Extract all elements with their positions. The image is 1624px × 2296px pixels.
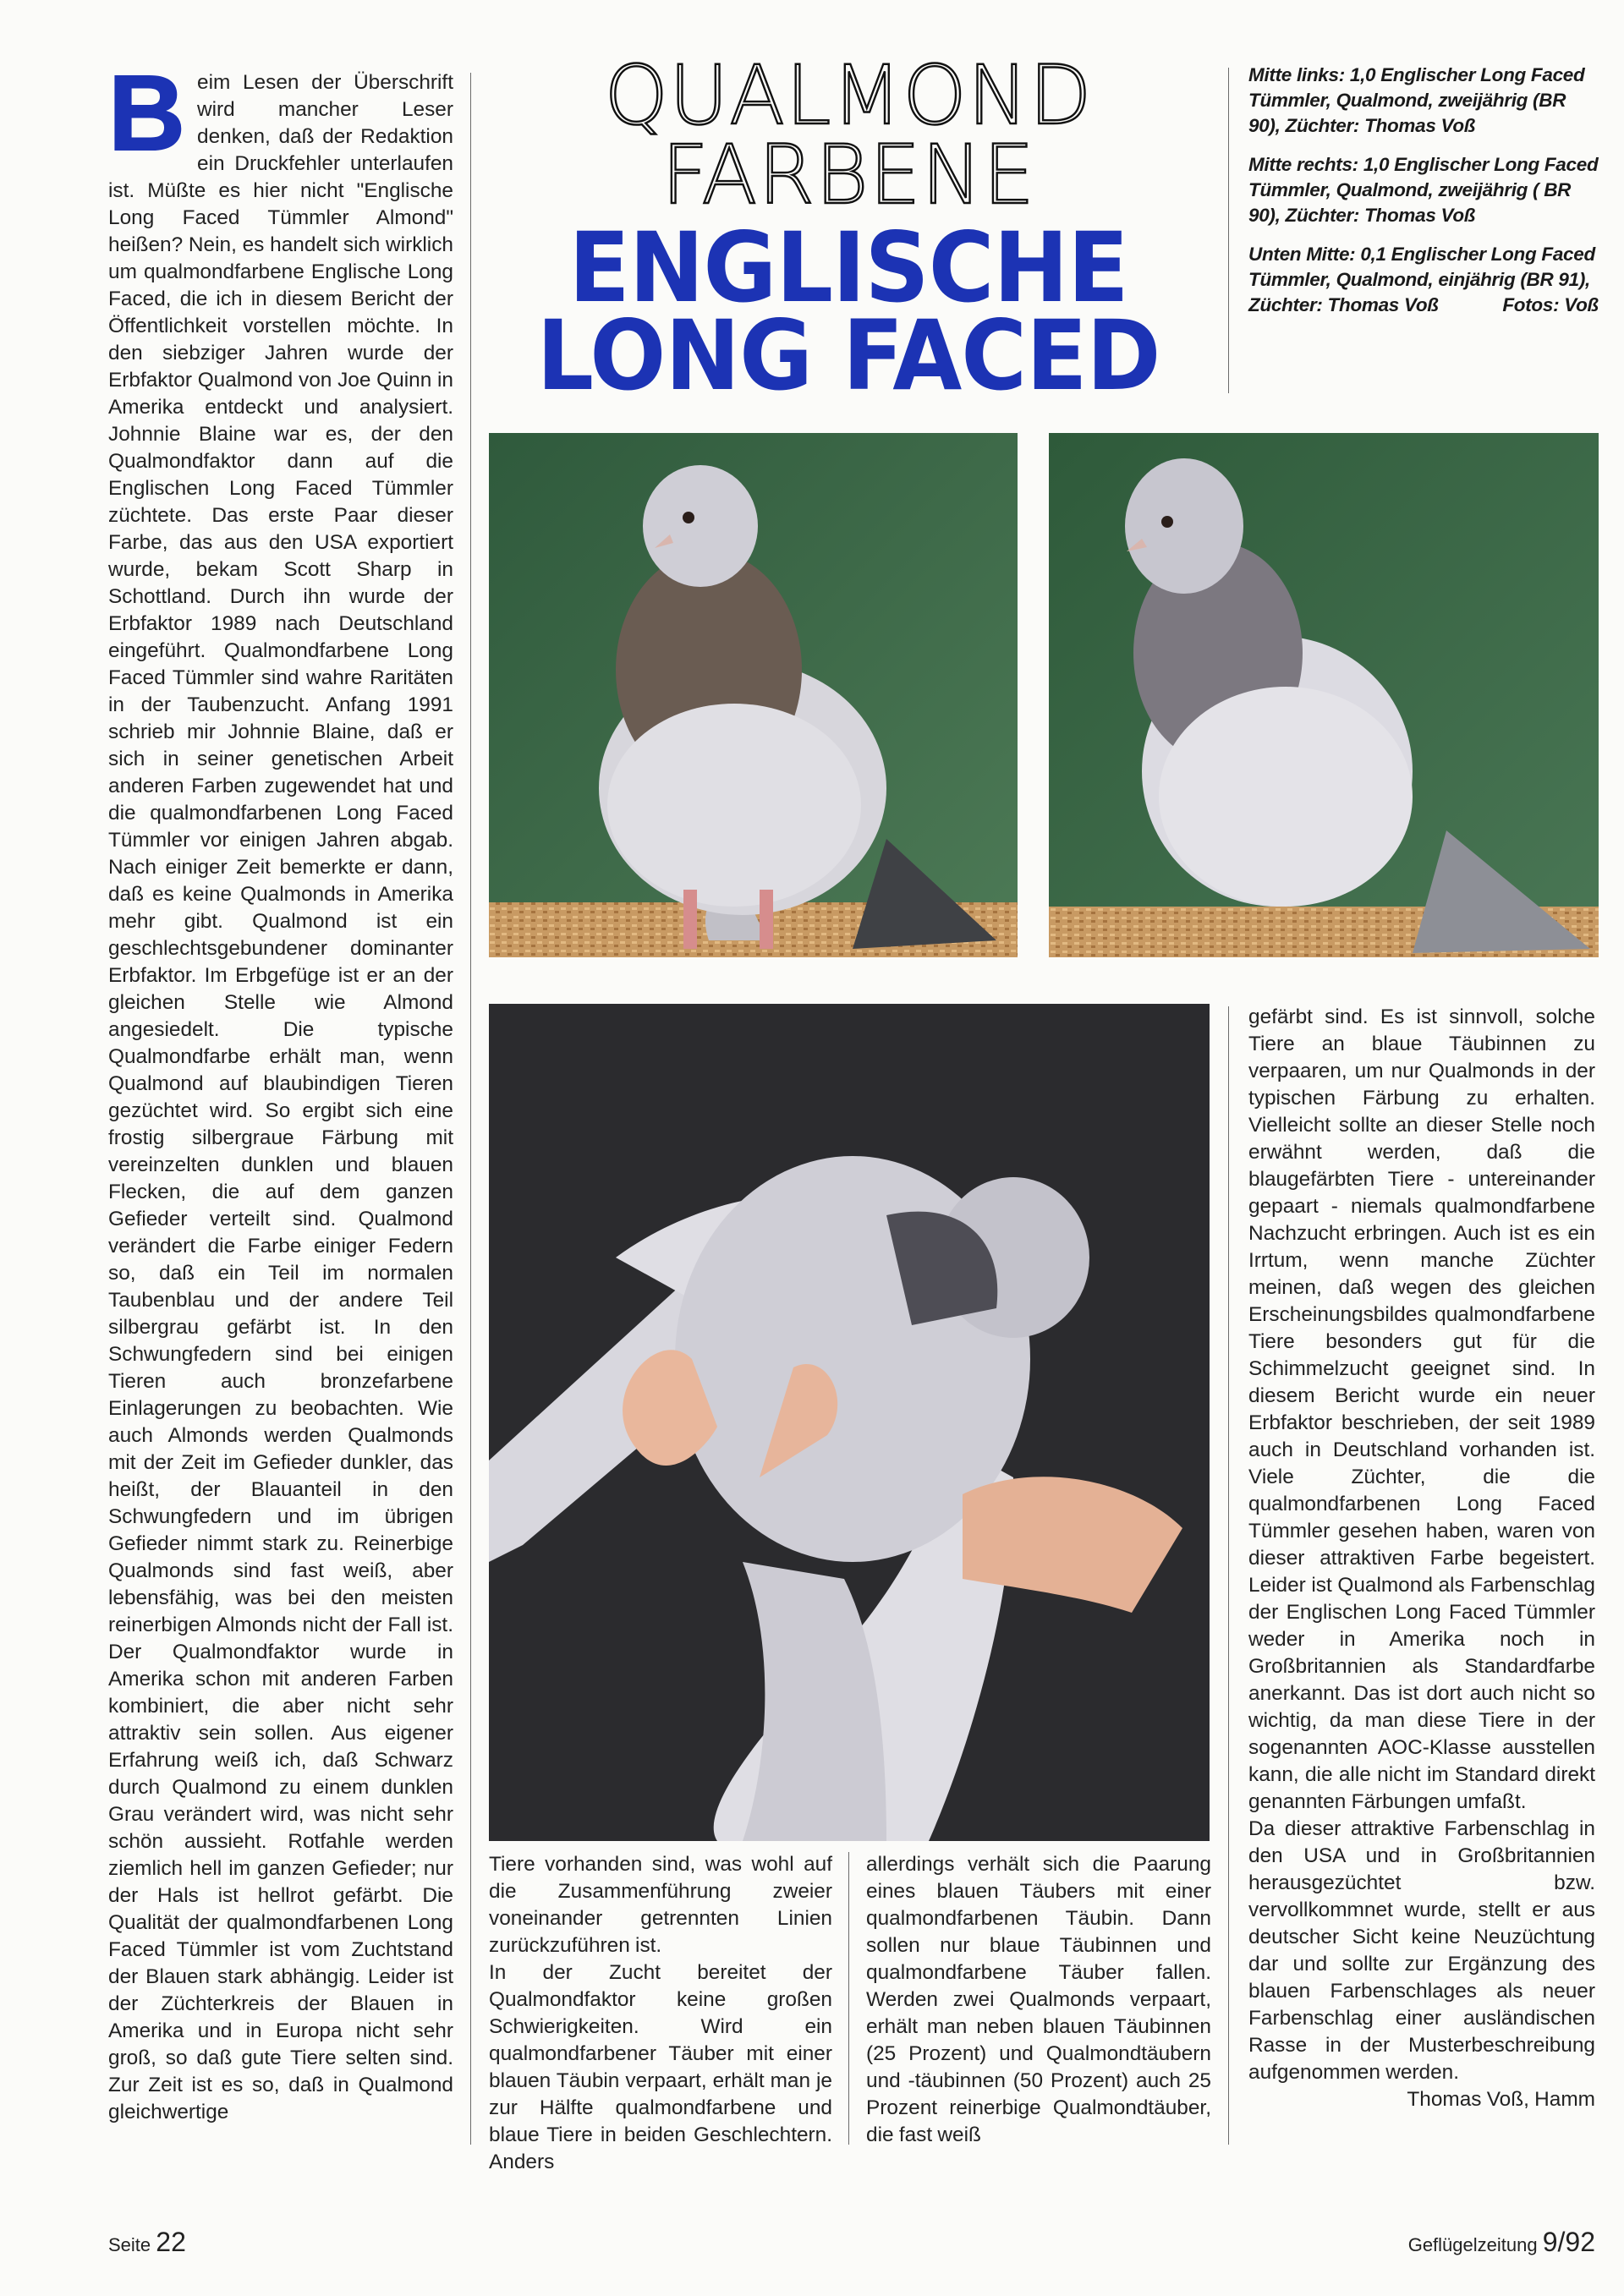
magazine-issue: Geflügelzeitung 9/92: [1407, 2227, 1595, 2257]
article-text-mid1-b: In der Zucht bereitet der Qualmondfaktor keine großen Schwierigkeiten. Wird ein qualmondfarbener Täuber mit einer blauen Täubin verpaart, erhält man je zur Hälfte qualmondfarbene und blaue Tiere in beiden Geschlechtern. Anders: [489, 1961, 832, 2173]
article-text-left: eim Lesen der Überschrift wird mancher Leser denken, daß der Redaktion ein Druckfehler unterlaufen ist. Müßte es hier nicht "Englische Long Faced Tümmler Almond" heißen? Nein, es handelt sich wirklich um qualmondfarbene Englische Long Faced, die ich in diesem Bericht der Öffentlichkeit vorstellen möchte. In den siebziger Jahren wurde der Erbfaktor Qualmond von Joe Quinn in Amerika entdeckt und analysiert. Johnnie Blaine war es, der den Qualmondfaktor dann auf die Englischen Long Faced Tümmler züchtete. Das erste Paar dieser Farbe, das aus den USA exportiert wurde, bekam Scott Sharp in Schottland. Durch ihn wurde der Erbfaktor 1989 nach Deutschland eingeführt. Qualmondfarbene Long Faced Tümmler sind wahre Raritäten in der Taubenzucht. Anfang 1991 schrieb mir Johnnie Blaine, daß er sich in seiner genetischen Arbeit anderen Farben zugewendet hat und die qualmondfarbenen Long Faced Tümmler vor einigen Jahren abgab. Nach einiger Zeit bemerkte er dann, daß es keine Qualmonds in Amerika mehr gibt. Qualmond ist ein geschlechtsgebundener dominanter Erbfaktor. Im Erbgefüge ist er an der gleichen Stelle wie Almond angesiedelt. Die typische Qualmondfarbe erhält man, wenn Qualmond auf blaubindigen Tieren gezüchtet wird. So ergibt sich eine frostig silbergraue Färbung mit vereinzelten dunklen und blauen Flecken, die auf dem ganzen Gefieder verteilt sind. Qualmond verändert die Farbe einiger Federn so, daß ein Teil im normalen Taubenblau und der andere Teil silbergrau gefärbt ist. In den Schwungfedern sind bei einigen Tieren auch bronzefarbene Einlagerungen zu beobachten. Wie auch Almonds werden Qualmonds mit der Zeit im Gefieder dunkler, das heißt, der Blauanteil in den Schwungfedern und im übrigen Gefieder nimmt stark zu. Reinerbige Qualmonds sind fast weiß, aber lebensfähig, was bei den meisten reinerbigen Almonds nicht der Fall ist. Der Qualmondfaktor wurde in Amerika schon mit anderen Farben kombiniert, die aber nicht sehr attraktiv sein sollen. Aus eigener Erfahrung weiß ich, daß Schwarz durch Qualmond zu einem dunklen Grau verändert wird, was nicht sehr schön aussieht. Rotfahle werden ziemlich hell im ganzen Gefieder; nur der Hals ist hellrot gefärbt. Die Qualität der qualmondfarbenen Long Faced Tümmler ist vom Zuchtstand der Blauen stark abhängig. Leider ist der Züchterkreis der Blauen in Amerika und in Europa nicht sehr groß, so daß gute Tiere selten sind. Zur Zeit ist es so, daß in Qualmond gleichwertige: [108, 71, 453, 2123]
photo-pigeon-held: [489, 1004, 1210, 1841]
article-text-mid2: allerdings verhält sich die Paarung eines blauen Täubers mit einer qualmondfarbenen Täubin. Dann sollen nur blaue Täubinnen und qualmondfarbene Täuber fallen. Werden zwei Qualmonds verpaart, erhält man neben blauen Täubinnen (25 Prozent) und Qualmondtäubern und -täubinnen (50 Prozent) auch 25 Prozent reinerbige Qualmondtäuber, die fast weiß: [866, 1853, 1211, 2146]
article-text-right-b: Da dieser attraktive Farbenschlag in den USA und in Großbritannien herausgezüchtet bzw. vervollkommnet wurde, stellt er aus deutscher Sicht keine Neuzüchtung dar und sollte zur Ergänzung des blauen Farbenschlages als neuer Farbenschlag einer ausländischen Rasse in der Musterbeschreibung aufgenommen werden.: [1248, 1817, 1595, 2084]
page-number: Seite 22: [108, 2227, 186, 2257]
title-line-long-faced: LONG FACED: [536, 299, 1160, 412]
author-signature: Thomas Voß, Hamm: [1407, 2088, 1595, 2111]
title-line-farbene: FARBENE: [661, 128, 1035, 222]
article-column-mid2: [866, 1851, 1211, 2149]
drop-cap-letter: B: [108, 53, 185, 173]
title-line-qualmond: QUALMOND: [604, 48, 1093, 143]
photo-captions: [1248, 63, 1599, 332]
caption-bottom: Unten Mitte: 0,1 Englischer Long Faced Tümmler, Qualmond, einjährig (BR 91), Züchter: Thomas Voß Fotos: Voß: [1248, 242, 1599, 318]
article-column-left: [108, 53, 453, 2126]
article-column-right: [1248, 1004, 1595, 2113]
photo-credit: Fotos: Voß: [1502, 294, 1599, 315]
article-text-right-a: gefärbt sind. Es ist sinnvoll, solche Tiere an blaue Täubinnen zu verpaaren, um nur Qualmonds in der typischen Färbung zu erhalten. Vielleicht sollte an dieser Stelle noch erwähnt werden, daß die blaugefärbten Tiere - untereinander gepaart - niemals qualmondfarbene Nachzucht erbringen. Auch ist es ein Irrtum, wenn manche Züchter meinen, daß wegen des gleichen Erscheinungsbildes qualmondfarbene Tiere besonders gut für die Schimmelzucht geeignet sind. In diesem Bericht wurde ein neuer Erbfaktor beschrieben, der seit 1989 auch in Deutschland vorhanden ist. Viele Züchter, die die qualmondfarbenen Long Faced Tümmler gesehen haben, waren von dieser attraktiven Farbe begeistert. Leider ist Qualmond als Farbenschlag der Englischen Long Faced Tümmler weder in Amerika noch in Großbritannien als Standardfarbe anerkannt. Das ist dort auch nicht so wichtig, da man diese Tiere in der sogenannten AOC-Klasse ausstellen kann, die alle nicht im Standard direkt genannten Färbungen umfaßt.: [1248, 1006, 1595, 1813]
photo-pigeon-left: [489, 433, 1018, 957]
article-text-mid1-a: Tiere vorhanden sind, was wohl auf die Zusammenführung zweier voneinander getrennten Linien zurückzuführen ist.: [489, 1853, 832, 1957]
caption-top-left: Mitte links: 1,0 Englischer Long Faced Tümmler, Qualmond, zweijährig (BR 90), Züchter: Thomas Voß: [1248, 64, 1585, 136]
column-divider: [1228, 1006, 1229, 2145]
title-line-englische: ENGLISCHE: [568, 211, 1128, 324]
column-divider: [1228, 68, 1229, 393]
column-divider: [470, 73, 471, 2145]
column-divider: [848, 1852, 849, 2145]
caption-top-right: Mitte rechts: 1,0 Englischer Long Faced Tümmler, Qualmond, zweijährig ( BR 90), Züchter: Thomas Voß: [1248, 154, 1599, 226]
article-column-mid1: [489, 1851, 832, 2176]
photo-pigeon-right: [1049, 433, 1599, 957]
